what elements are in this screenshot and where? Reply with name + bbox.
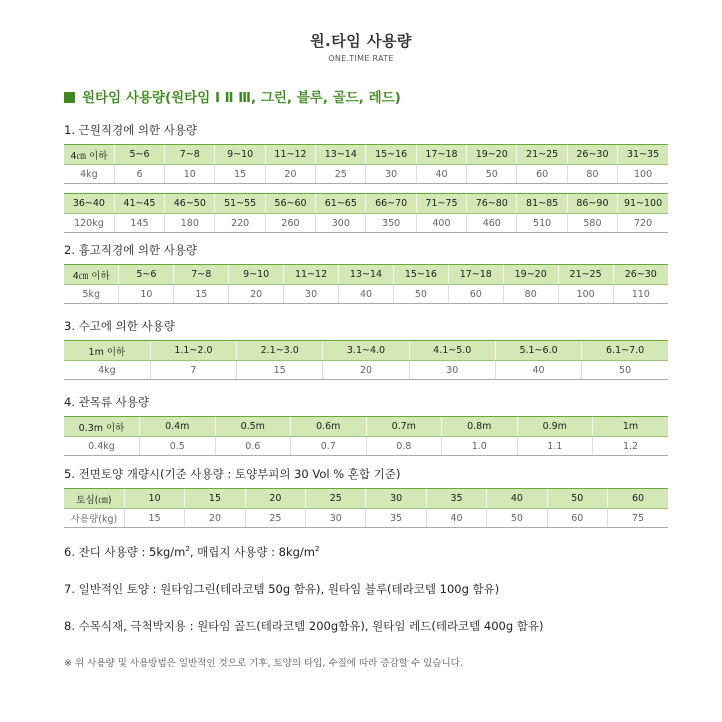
value-cell: 30 xyxy=(366,165,416,184)
value-cell: 460 xyxy=(467,214,517,233)
value-row xyxy=(64,285,668,304)
header-row xyxy=(64,489,668,509)
value-cell: 350 xyxy=(366,214,416,233)
note-lawn-sup-2: 2 xyxy=(315,545,320,554)
header-cell: 토심(㎝) xyxy=(64,489,124,509)
header-cell: 31~35 xyxy=(618,145,668,165)
value-cell: 50 xyxy=(467,165,517,184)
value-cell: 220 xyxy=(215,214,265,233)
value-cell: 180 xyxy=(165,214,215,233)
value-cell: 6 xyxy=(114,165,164,184)
header-cell: 25 xyxy=(306,489,366,509)
header-row xyxy=(64,194,668,214)
value-cell: 0.6 xyxy=(215,437,291,456)
value-cell: 15 xyxy=(124,509,184,528)
value-cell: 300 xyxy=(316,214,366,233)
value-cell: 60 xyxy=(448,285,503,304)
header-cell: 0.4m xyxy=(140,417,216,437)
soil-improvement-table xyxy=(64,488,668,528)
header-cell: 21~25 xyxy=(558,265,613,285)
value-cell: 110 xyxy=(613,285,668,304)
section-title-soil-improvement: 5. 전면토양 개량시(기준 사용량 : 토양부피의 30 Vol % 혼합 기준) xyxy=(64,467,401,481)
value-cell: 15 xyxy=(215,165,265,184)
header-cell: 26~30 xyxy=(613,265,668,285)
value-row xyxy=(64,437,668,456)
value-cell: 75 xyxy=(608,509,668,528)
root-diameter-table-2 xyxy=(64,193,668,233)
header-cell: 0.6m xyxy=(291,417,367,437)
value-cell: 20 xyxy=(323,361,409,380)
note-tree-planting: 8. 수목식재, 극척박지용 : 원타임 골드(테라코템 200g함유), 원타임 레드(테라코템 400g 함유) xyxy=(64,619,544,633)
header-cell: 91~100 xyxy=(618,194,668,214)
header-cell: 5.1~6.0 xyxy=(495,341,581,361)
header-cell: 7~8 xyxy=(174,265,229,285)
value-cell: 50 xyxy=(487,509,547,528)
value-cell: 260 xyxy=(265,214,315,233)
header-cell: 15~16 xyxy=(393,265,448,285)
value-cell: 50 xyxy=(393,285,448,304)
header-row xyxy=(64,145,668,165)
value-cell: 100 xyxy=(558,285,613,304)
header-cell: 15 xyxy=(185,489,245,509)
value-cell: 15 xyxy=(237,361,323,380)
value-cell: 400 xyxy=(416,214,466,233)
value-row xyxy=(64,361,668,380)
section-title-breast-diameter: 2. 흉고직경에 의한 사용량 xyxy=(64,243,198,257)
value-row xyxy=(64,214,668,233)
tree-height-table xyxy=(64,340,668,380)
header-cell: 1m 이하 xyxy=(64,341,150,361)
value-cell: 1.0 xyxy=(442,437,518,456)
note-lawn xyxy=(64,544,319,560)
header-cell: 13~14 xyxy=(339,265,394,285)
section-title-root-diameter: 1. 근원직경에 의한 사용량 xyxy=(64,123,198,137)
value-cell: 20 xyxy=(185,509,245,528)
header-cell: 71~75 xyxy=(416,194,466,214)
value-cell: 사용량(kg) xyxy=(64,509,124,528)
value-cell: 720 xyxy=(618,214,668,233)
value-cell: 15 xyxy=(174,285,229,304)
header-cell: 50 xyxy=(547,489,607,509)
header-cell: 30 xyxy=(366,489,426,509)
value-cell: 30 xyxy=(306,509,366,528)
header-cell: 17~18 xyxy=(416,145,466,165)
value-cell: 10 xyxy=(119,285,174,304)
header-cell: 0.7m xyxy=(366,417,442,437)
header-cell: 76~80 xyxy=(467,194,517,214)
breast-diameter-table xyxy=(64,264,668,304)
value-cell: 35 xyxy=(366,509,426,528)
main-heading xyxy=(64,86,401,106)
header-cell: 0.8m xyxy=(442,417,518,437)
value-cell: 0.7 xyxy=(291,437,367,456)
header-cell: 40 xyxy=(487,489,547,509)
header-cell: 35 xyxy=(426,489,486,509)
value-row xyxy=(64,165,668,184)
note-general-soil: 7. 일반적인 토양 : 원타임그린(테라코템 50g 함유), 원타임 블루(테라코템 100g 함유) xyxy=(64,582,500,596)
footnote: ※ 위 사용량 및 사용방법은 일반적인 것으로 기후, 토양의 타입, 수질에 따라 증감할 수 있습니다. xyxy=(64,658,463,669)
header-cell: 7~8 xyxy=(165,145,215,165)
page-subtitle: ONE.TIME RATE xyxy=(328,54,394,63)
value-cell: 25 xyxy=(245,509,305,528)
header-cell: 36~40 xyxy=(64,194,114,214)
value-cell: 0.5 xyxy=(140,437,216,456)
header-cell: 1m xyxy=(593,417,669,437)
value-cell: 40 xyxy=(416,165,466,184)
header-cell: 5~6 xyxy=(119,265,174,285)
value-cell: 4kg xyxy=(64,361,150,380)
value-cell: 4kg xyxy=(64,165,114,184)
header-cell: 20 xyxy=(245,489,305,509)
section-title-tree-height: 3. 수고에 의한 사용량 xyxy=(64,319,175,333)
header-cell: 3.1~4.0 xyxy=(323,341,409,361)
value-cell: 30 xyxy=(284,285,339,304)
header-cell: 4㎝ 이하 xyxy=(64,145,114,165)
value-cell: 100 xyxy=(618,165,668,184)
value-cell: 580 xyxy=(567,214,617,233)
header-cell: 5~6 xyxy=(114,145,164,165)
value-cell: 5kg xyxy=(64,285,119,304)
header-cell: 4㎝ 이하 xyxy=(64,265,119,285)
header-cell: 9~10 xyxy=(229,265,284,285)
header-cell: 81~85 xyxy=(517,194,567,214)
value-cell: 0.4kg xyxy=(64,437,140,456)
header-cell: 51~55 xyxy=(215,194,265,214)
value-cell: 20 xyxy=(229,285,284,304)
value-cell: 145 xyxy=(114,214,164,233)
value-cell: 0.8 xyxy=(366,437,442,456)
value-cell: 120kg xyxy=(64,214,114,233)
note-lawn-sup-1: 2 xyxy=(185,545,190,554)
square-bullet-icon xyxy=(64,92,75,103)
note-lawn-text-b: , 매립지 사용량 : 8kg/m xyxy=(189,545,316,559)
value-cell: 50 xyxy=(582,361,668,380)
header-cell: 1.1~2.0 xyxy=(150,341,236,361)
header-cell: 6.1~7.0 xyxy=(582,341,668,361)
main-heading-text: 원타임 사용량(원타임 Ⅰ Ⅱ Ⅲ, 그린, 블루, 골드, 레드) xyxy=(82,90,401,106)
section-title-shrubs: 4. 관목류 사용량 xyxy=(64,395,149,409)
header-cell: 0.9m xyxy=(517,417,593,437)
value-cell: 1.1 xyxy=(517,437,593,456)
header-cell: 56~60 xyxy=(265,194,315,214)
value-cell: 80 xyxy=(503,285,558,304)
header-cell: 2.1~3.0 xyxy=(237,341,323,361)
header-cell: 17~18 xyxy=(448,265,503,285)
value-cell: 510 xyxy=(517,214,567,233)
value-cell: 7 xyxy=(150,361,236,380)
header-row xyxy=(64,341,668,361)
header-row xyxy=(64,265,668,285)
header-cell: 4.1~5.0 xyxy=(409,341,495,361)
header-cell: 86~90 xyxy=(567,194,617,214)
value-cell: 60 xyxy=(547,509,607,528)
header-cell: 21~25 xyxy=(517,145,567,165)
value-cell: 80 xyxy=(567,165,617,184)
value-cell: 60 xyxy=(517,165,567,184)
value-cell: 1.2 xyxy=(593,437,669,456)
header-cell: 19~20 xyxy=(503,265,558,285)
value-cell: 30 xyxy=(409,361,495,380)
header-cell: 15~16 xyxy=(366,145,416,165)
value-cell: 40 xyxy=(495,361,581,380)
header-row xyxy=(64,417,668,437)
page-title: 원.타임 사용량 xyxy=(310,32,412,50)
header-cell: 46~50 xyxy=(165,194,215,214)
header-cell: 10 xyxy=(124,489,184,509)
header-cell: 13~14 xyxy=(316,145,366,165)
header-cell: 11~12 xyxy=(284,265,339,285)
value-cell: 10 xyxy=(165,165,215,184)
header-cell: 0.3m 이하 xyxy=(64,417,140,437)
value-cell: 40 xyxy=(339,285,394,304)
value-cell: 25 xyxy=(316,165,366,184)
header-cell: 0.5m xyxy=(215,417,291,437)
note-lawn-text-a: 6. 잔디 사용량 : 5kg/m xyxy=(64,545,186,559)
header-cell: 11~12 xyxy=(265,145,315,165)
header-cell: 41~45 xyxy=(114,194,164,214)
header-cell: 19~20 xyxy=(467,145,517,165)
shrubs-table xyxy=(64,416,668,456)
value-cell: 20 xyxy=(265,165,315,184)
header-cell: 61~65 xyxy=(316,194,366,214)
header-cell: 9~10 xyxy=(215,145,265,165)
root-diameter-table-1 xyxy=(64,144,668,184)
value-cell: 40 xyxy=(426,509,486,528)
header-cell: 60 xyxy=(608,489,668,509)
value-row xyxy=(64,509,668,528)
header-cell: 26~30 xyxy=(567,145,617,165)
header-cell: 66~70 xyxy=(366,194,416,214)
